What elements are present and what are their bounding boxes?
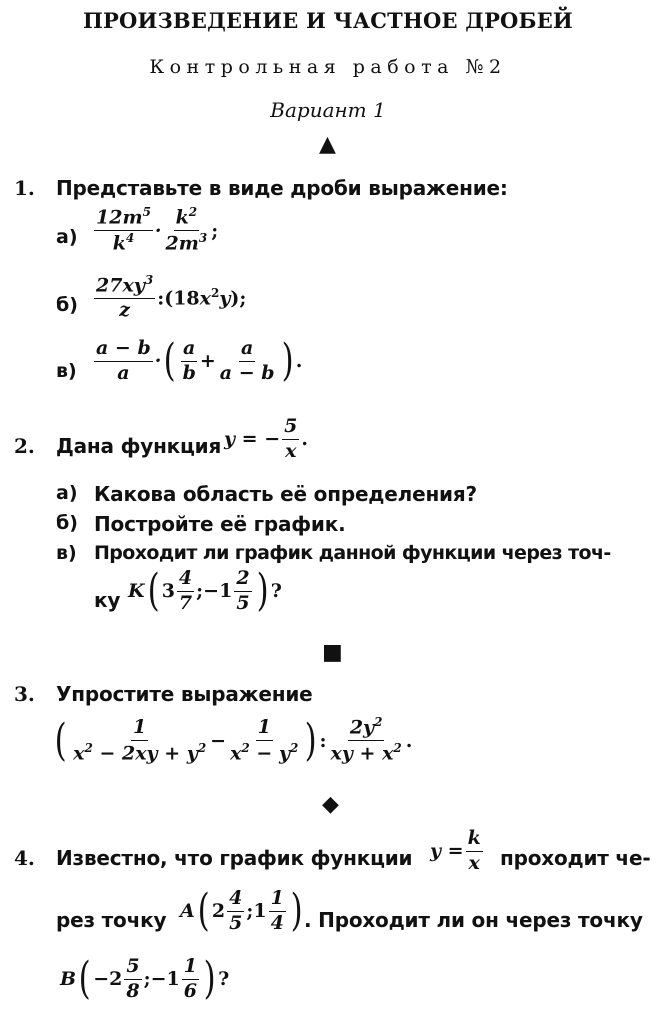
task3-number: 3. (14, 682, 35, 706)
point-b-expression: B ( −2 $\frac{5}{8}$ ;−1 $\frac{1}{6}$ ) ? (60, 953, 230, 1005)
task1-b-label: б) (56, 294, 78, 316)
page-title: ПРОИЗВЕДЕНИЕ И ЧАСТНОЕ ДРОБЕЙ (83, 8, 573, 33)
task2-a-text: Какова область её определения? (94, 482, 477, 506)
task1-number: 1. (14, 176, 35, 200)
task2-c-text2: ку (94, 588, 121, 612)
task4-number: 4. (14, 846, 35, 870)
point-k-expression: K ( 3 $\frac{4}{7}$ ;−1 $\frac{2}{5}$ ) ? (128, 565, 282, 617)
point-a-expression: A ( 2 $\frac{4}{5}$ ;1 $\frac{1}{4}$ ) (180, 885, 303, 937)
task2-b-text: Постройте её график. (94, 512, 346, 536)
task2-text: Дана функция (56, 434, 222, 458)
task4-text2: рез точку (56, 908, 167, 932)
task1-a-expression: $\frac{12m^5}{k^4}$ · $\frac{k^2}{2m^3}$ ; (96, 205, 219, 255)
task1-a-label: а) (56, 226, 78, 248)
task4-text2b: . Проходит ли он через точку (304, 908, 643, 932)
task4-text1: Известно, что график функции (56, 846, 413, 870)
task1-c-expression: $\frac{a - b}{a}$ · ( $\frac{a}{b}$ + $\frac{a}{a - b}$ ) . (96, 335, 303, 387)
task2-c-label: в) (56, 542, 77, 564)
task3-expression: ( $\frac{1}{x^2 - 2xy + y^2}$ − $\frac{1}{x^2 - y^2}$ ) : $\frac{2y^2}{xy + x^2}$ . (54, 714, 413, 766)
triangle-icon: ▲ (319, 132, 336, 157)
test-subtitle: Контрольная работа №2 (149, 56, 507, 78)
task2-c-text: Проходит ли график данной функции через точ- (94, 542, 611, 564)
task4-function: y = $\frac{k}{x}$ (430, 827, 481, 874)
task1-b-expression: $\frac{27xy^3}{z}$ $:(18x^2y)$; (96, 273, 247, 322)
task3-text: Упростите выражение (56, 682, 313, 706)
task2-function: y = − $\frac{5}{x}$ . (224, 415, 308, 462)
diamond-icon: ◆ (322, 792, 339, 817)
task2-a-label: а) (56, 482, 78, 504)
task4-text1b: проходит че- (500, 846, 651, 870)
task1-text: Представьте в виде дроби выражение: (56, 176, 508, 200)
square-icon: ■ (322, 640, 343, 665)
task1-c-label: в) (56, 360, 77, 382)
variant-label: Вариант 1 (270, 98, 386, 122)
task2-b-label: б) (56, 512, 78, 534)
task2-number: 2. (14, 434, 35, 458)
